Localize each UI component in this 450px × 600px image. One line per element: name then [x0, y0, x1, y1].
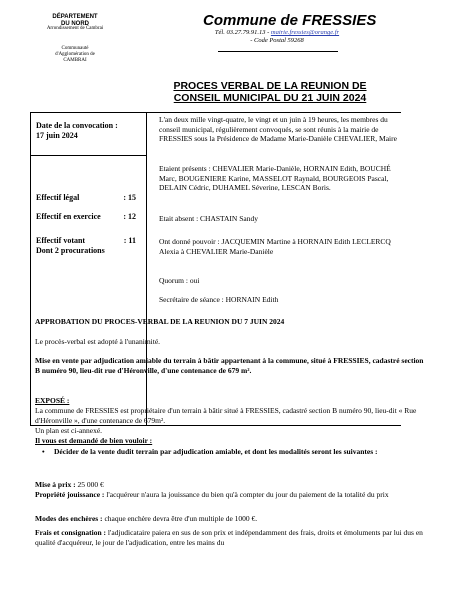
effectif-exercice-value: : 12	[123, 212, 136, 221]
jouissance-value: l'acquéreur n'aura la jouissance du bien qu'à compter du jour du paiement de la totalité du prix	[104, 490, 389, 499]
procurations-row: Dont 2 procurations	[36, 246, 105, 255]
session-info-box	[30, 112, 147, 426]
town-title: Commune de FRESSIES	[203, 12, 377, 29]
prix-label: Mise à prix :	[35, 480, 76, 489]
expose-text: La commune de FRESSIES est propriétaire d'un terrain à bâtir situé à FRESSIES, cadastré section B numéro 90, lieu-dit « Rue d'Héronville », d'une contenance de 679m².	[35, 406, 417, 425]
bullet-text: Décider de la vente dudit terrain par adjudication amiable, et dont les modalités seront les suivantes :	[54, 447, 378, 456]
arrondissement-label: Arrondissement de Cambrai	[46, 26, 104, 31]
convocation-box	[30, 112, 147, 156]
frais-row	[35, 528, 425, 547]
effectif-exercice-label: Effectif en exercice	[36, 212, 101, 221]
communaute-line-2: d'Agglomération de	[55, 52, 95, 57]
session-details-box	[147, 112, 401, 426]
presents-paragraph: Etaient présents : CHEVALIER Marie-Danièle, HORNAIN Edith, BOUCHÉ Marc, BOUGENIERE Karine, MASSELOT Raynald, BOURGEOIS Pascal, DELAIN Cédric, DUHAMEL Séverine, LESCAN Boris.	[159, 164, 391, 193]
frais-value: l'adjudicataire paiera en sus de son prix et indépendamment des frais, droits et émoluments par lui dus en qualité d'acquéreur, le jour de l'adjudication, entre les mains du	[35, 528, 423, 547]
vote-label: Il vous est demandé de bien vouloir :	[35, 436, 153, 445]
phone-text: Tél. 03.27.79.91.13 -	[214, 29, 271, 36]
encheres-value: chaque enchère devra être d'un multiple de 1000 €.	[102, 514, 258, 523]
department-line-2: DU NORD	[61, 21, 89, 27]
bullet-item	[42, 447, 409, 457]
jouissance-label: Propriété jouissance :	[35, 490, 105, 499]
sale-heading: Mise en vente par adjudication amiable du terrain à bâtir appartenant à la commune, situé à FRESSIES, cadastré section B numéro 90, lieu-dit rue d'Héronville, d'une contenance de 679 m².	[35, 356, 424, 375]
effectif-votant-row	[36, 236, 144, 246]
expose-label: EXPOSÉ :	[35, 396, 70, 405]
communaute-line-1: Communauté	[61, 46, 89, 51]
absent-line: Etait absent : CHASTAIN Sandy	[159, 214, 258, 223]
contact-block	[192, 29, 362, 45]
frais-label: Frais et consignation :	[35, 528, 107, 537]
plan-text: Un plan est ci-annexé.	[35, 426, 103, 435]
effectif-legal-row	[36, 193, 144, 203]
header-divider	[218, 51, 338, 52]
effectif-votant-value: : 11	[123, 236, 136, 245]
page-title	[160, 80, 380, 104]
approval-text: Le procès-verbal est adopté à l'unanimité.	[35, 337, 161, 346]
effectif-legal-label: Effectif légal	[36, 193, 80, 202]
effectif-exercice-row	[36, 212, 144, 222]
intro-paragraph: L'an deux mille vingt-quatre, le vingt et un juin à 19 heures, les membres du conseil municipal, régulièrement convoqués, se sont réunis à la mairie de FRESSIES sous la Présidence de Madame Marie-Danièle CHEVALIER, Maire	[159, 115, 397, 144]
convocation-date: 17 juin 2024	[36, 131, 78, 140]
secretaire-line: Secrétaire de séance : HORNAIN Edith	[159, 295, 279, 304]
approval-heading: APPROBATION DU PROCES-VERBAL DE LA REUNION DU 7 JUIN 2024	[35, 317, 285, 326]
effectif-legal-value: : 15	[123, 193, 136, 202]
postal-code: - Code Postal 59268	[250, 37, 304, 44]
communaute-line-3: CAMBRAI	[63, 58, 87, 63]
title-line-2: CONSEIL MUNICIPAL DU 21 JUIN 2024	[173, 92, 367, 104]
encheres-label: Modes des enchères :	[35, 514, 103, 523]
quorum-line: Quorum : oui	[159, 276, 200, 285]
prix-value: 25 000 €	[75, 480, 104, 489]
bullet-icon: •	[42, 447, 45, 456]
encheres-row	[35, 514, 425, 524]
pouvoir-paragraph: Ont donné pouvoir : JACQUEMIN Martine à HORNAIN Edith LECLERCQ Alexia à CHEVALIER Marie-Danièle	[159, 237, 391, 256]
convocation-label: Date de la convocation :	[36, 121, 118, 130]
email-link[interactable]: mairie.fressies@orange.fr	[270, 29, 340, 36]
department-line-1: DÉPARTEMENT	[52, 14, 98, 20]
title-line-1: PROCES VERBAL DE LA REUNION DE	[173, 80, 367, 92]
communaute-label	[30, 46, 120, 64]
effectif-votant-label: Effectif votant	[36, 236, 86, 245]
prix-row	[35, 480, 425, 490]
jouissance-row	[35, 490, 425, 500]
